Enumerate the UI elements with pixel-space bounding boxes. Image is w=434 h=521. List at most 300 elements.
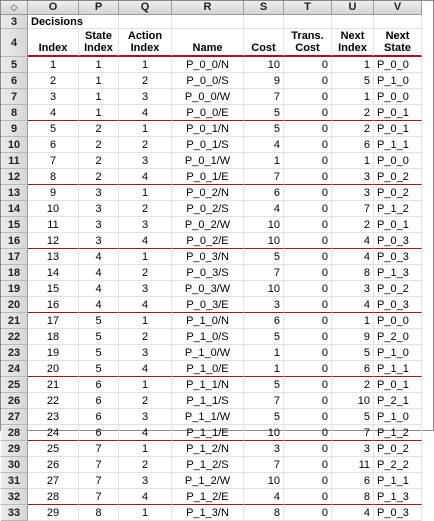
row-header[interactable]: 24 <box>1 361 28 377</box>
cell-next-index[interactable]: 9 <box>332 329 374 345</box>
header-state-index[interactable]: State Index <box>79 29 119 57</box>
row-header[interactable]: 33 <box>1 505 28 521</box>
cell-state-index[interactable]: 7 <box>79 489 119 505</box>
table-row <box>1 249 422 265</box>
cell-trans-cost[interactable]: 0 <box>284 489 332 505</box>
table-row <box>1 377 422 393</box>
cell-index[interactable]: 14 <box>28 265 79 281</box>
cell-trans-cost[interactable]: 0 <box>284 265 332 281</box>
cell-index[interactable]: 12 <box>28 233 79 249</box>
cell-action-index[interactable]: 1 <box>119 185 172 201</box>
cell-action-index[interactable]: 4 <box>119 425 172 441</box>
column-header-p[interactable]: P <box>79 1 119 15</box>
cell-next-index[interactable]: 5 <box>332 345 374 361</box>
cell-name[interactable]: P_1_3/N <box>172 505 244 521</box>
cell-index[interactable]: 19 <box>28 345 79 361</box>
decisions-title[interactable]: Decisions <box>28 15 79 29</box>
cell-action-index[interactable]: 1 <box>119 57 172 73</box>
cell-next-state[interactable]: P_2_0 <box>374 329 422 345</box>
cell-cost[interactable]: 1 <box>244 361 284 377</box>
header-index[interactable]: Index <box>28 29 79 57</box>
cell-next-state[interactable]: P_0_0 <box>374 57 422 73</box>
cell-next-state[interactable]: P_0_3 <box>374 505 422 521</box>
cell-state-index[interactable]: 2 <box>79 121 119 137</box>
cell-next-index[interactable]: 8 <box>332 489 374 505</box>
row-header[interactable]: 11 <box>1 153 28 169</box>
cell-index[interactable]: 20 <box>28 361 79 377</box>
cell-cost[interactable]: 10 <box>244 217 284 233</box>
cell-index[interactable]: 6 <box>28 137 79 153</box>
row-header[interactable]: 17 <box>1 249 28 265</box>
cell[interactable] <box>119 15 172 29</box>
row-header[interactable]: 27 <box>1 409 28 425</box>
cell-next-state[interactable]: P_1_1 <box>374 473 422 489</box>
cell-state-index[interactable]: 6 <box>79 377 119 393</box>
cell-trans-cost[interactable]: 0 <box>284 137 332 153</box>
cell-next-state[interactable]: P_0_0 <box>374 89 422 105</box>
cell-cost[interactable]: 10 <box>244 425 284 441</box>
cell-cost[interactable]: 1 <box>244 153 284 169</box>
row-header[interactable]: 21 <box>1 313 28 329</box>
cell-next-index[interactable]: 2 <box>332 217 374 233</box>
cell-next-state[interactable]: P_0_1 <box>374 217 422 233</box>
column-header-o[interactable]: O <box>28 1 79 15</box>
cell-next-index[interactable]: 3 <box>332 441 374 457</box>
cell-trans-cost[interactable]: 0 <box>284 281 332 297</box>
cell-index[interactable]: 27 <box>28 473 79 489</box>
cell-next-index[interactable]: 1 <box>332 153 374 169</box>
cell-next-state[interactable]: P_0_2 <box>374 281 422 297</box>
table-row <box>1 425 422 441</box>
cell-cost[interactable]: 7 <box>244 457 284 473</box>
cell-name[interactable]: P_1_2/N <box>172 441 244 457</box>
cell-index[interactable]: 9 <box>28 185 79 201</box>
cell-action-index[interactable]: 2 <box>119 137 172 153</box>
row-header[interactable]: 26 <box>1 393 28 409</box>
cell-trans-cost[interactable]: 0 <box>284 393 332 409</box>
cell-next-state[interactable]: P_0_0 <box>374 153 422 169</box>
cell-next-state[interactable]: P_1_2 <box>374 425 422 441</box>
row-header[interactable]: 22 <box>1 329 28 345</box>
cell-name[interactable]: P_1_0/N <box>172 313 244 329</box>
row-header[interactable]: 13 <box>1 185 28 201</box>
cell-trans-cost[interactable]: 0 <box>284 217 332 233</box>
cell-next-index[interactable]: 3 <box>332 169 374 185</box>
cell-next-index[interactable]: 2 <box>332 105 374 121</box>
cell-next-index[interactable]: 4 <box>332 297 374 313</box>
cell-next-state[interactable]: P_1_1 <box>374 361 422 377</box>
cell-action-index[interactable]: 3 <box>119 281 172 297</box>
row-header[interactable]: 10 <box>1 137 28 153</box>
cell-action-index[interactable]: 2 <box>119 329 172 345</box>
cell-state-index[interactable]: 4 <box>79 265 119 281</box>
cell-trans-cost[interactable]: 0 <box>284 105 332 121</box>
cell-trans-cost[interactable]: 0 <box>284 377 332 393</box>
cell-cost[interactable]: 4 <box>244 201 284 217</box>
row-header[interactable]: 19 <box>1 281 28 297</box>
cell-trans-cost[interactable]: 0 <box>284 57 332 73</box>
row-header[interactable]: 15 <box>1 217 28 233</box>
cell-next-index[interactable]: 6 <box>332 137 374 153</box>
row-header[interactable]: 31 <box>1 473 28 489</box>
cell-trans-cost[interactable]: 0 <box>284 73 332 89</box>
cell-cost[interactable]: 6 <box>244 185 284 201</box>
cell[interactable] <box>244 15 284 29</box>
row-header[interactable]: 29 <box>1 441 28 457</box>
cell-cost[interactable]: 6 <box>244 313 284 329</box>
column-header-v[interactable]: V <box>374 1 422 15</box>
cell-name[interactable]: P_1_0/W <box>172 345 244 361</box>
cell-cost[interactable]: 10 <box>244 473 284 489</box>
cell-name[interactable]: P_0_2/N <box>172 185 244 201</box>
cell-action-index[interactable]: 3 <box>119 89 172 105</box>
cell-name[interactable]: P_1_1/S <box>172 393 244 409</box>
cell-action-index[interactable]: 1 <box>119 313 172 329</box>
cell-next-state[interactable]: P_0_1 <box>374 121 422 137</box>
cell-cost[interactable]: 5 <box>244 409 284 425</box>
cell-next-index[interactable]: 1 <box>332 313 374 329</box>
cell-state-index[interactable]: 7 <box>79 457 119 473</box>
cell-action-index[interactable]: 4 <box>119 361 172 377</box>
cell-state-index[interactable]: 5 <box>79 329 119 345</box>
cell-next-state[interactable]: P_0_2 <box>374 169 422 185</box>
column-header-u[interactable]: U <box>332 1 374 15</box>
title-row <box>1 15 422 29</box>
header-trans-cost[interactable]: Trans. Cost <box>284 29 332 57</box>
row-header[interactable]: 8 <box>1 105 28 121</box>
cell-cost[interactable]: 10 <box>244 233 284 249</box>
cell-index[interactable]: 1 <box>28 57 79 73</box>
cell-state-index[interactable]: 6 <box>79 409 119 425</box>
cell-index[interactable]: 26 <box>28 457 79 473</box>
cell-next-state[interactable]: P_0_1 <box>374 105 422 121</box>
table-row <box>1 265 422 281</box>
cell-cost[interactable]: 5 <box>244 105 284 121</box>
cell-state-index[interactable]: 7 <box>79 441 119 457</box>
cell-cost[interactable]: 7 <box>244 265 284 281</box>
cell-state-index[interactable]: 4 <box>79 281 119 297</box>
cell-index[interactable]: 25 <box>28 441 79 457</box>
cell-next-state[interactable]: P_1_0 <box>374 73 422 89</box>
cell-trans-cost[interactable]: 0 <box>284 425 332 441</box>
cell-name[interactable]: P_0_2/S <box>172 201 244 217</box>
cell-action-index[interactable]: 2 <box>119 457 172 473</box>
cell-trans-cost[interactable]: 0 <box>284 185 332 201</box>
row-header[interactable]: 20 <box>1 297 28 313</box>
cell-name[interactable]: P_0_3/W <box>172 281 244 297</box>
cell-trans-cost[interactable]: 0 <box>284 153 332 169</box>
cell-trans-cost[interactable]: 0 <box>284 409 332 425</box>
cell-action-index[interactable]: 1 <box>119 249 172 265</box>
cell-index[interactable]: 13 <box>28 249 79 265</box>
cell-state-index[interactable]: 5 <box>79 345 119 361</box>
cell-next-index[interactable]: 7 <box>332 425 374 441</box>
cell-trans-cost[interactable]: 0 <box>284 297 332 313</box>
cell-next-index[interactable]: 2 <box>332 121 374 137</box>
cell-state-index[interactable]: 1 <box>79 105 119 121</box>
cell-action-index[interactable]: 2 <box>119 201 172 217</box>
cell-cost[interactable]: 5 <box>244 329 284 345</box>
cell-next-state[interactable]: P_0_2 <box>374 441 422 457</box>
cell-index[interactable]: 3 <box>28 89 79 105</box>
header-next-state[interactable]: Next State <box>374 29 422 57</box>
row-header[interactable]: 12 <box>1 169 28 185</box>
cell-trans-cost[interactable]: 0 <box>284 505 332 521</box>
cell-state-index[interactable]: 3 <box>79 233 119 249</box>
cell-trans-cost[interactable]: 0 <box>284 329 332 345</box>
table-row <box>1 201 422 217</box>
cell-state-index[interactable]: 1 <box>79 57 119 73</box>
cell-next-index[interactable]: 10 <box>332 393 374 409</box>
header-next-index[interactable]: Next Index <box>332 29 374 57</box>
cell-state-index[interactable]: 5 <box>79 313 119 329</box>
select-all-corner[interactable]: ◇ <box>1 1 28 15</box>
cell-cost[interactable]: 3 <box>244 297 284 313</box>
cell-trans-cost[interactable]: 0 <box>284 249 332 265</box>
cell-action-index[interactable]: 3 <box>119 217 172 233</box>
cell-next-state[interactable]: P_1_2 <box>374 201 422 217</box>
cell-next-index[interactable]: 4 <box>332 249 374 265</box>
cell-trans-cost[interactable]: 0 <box>284 473 332 489</box>
cell-next-state[interactable]: P_1_0 <box>374 409 422 425</box>
cell-state-index[interactable]: 1 <box>79 89 119 105</box>
cell-action-index[interactable]: 4 <box>119 169 172 185</box>
cell[interactable] <box>332 15 374 29</box>
cell-cost[interactable]: 4 <box>244 137 284 153</box>
cell-cost[interactable]: 9 <box>244 73 284 89</box>
cell-cost[interactable]: 5 <box>244 377 284 393</box>
cell-index[interactable]: 2 <box>28 73 79 89</box>
cell-action-index[interactable]: 1 <box>119 441 172 457</box>
cell-next-index[interactable]: 11 <box>332 457 374 473</box>
cell-action-index[interactable]: 4 <box>119 105 172 121</box>
column-header-q[interactable]: Q <box>119 1 172 15</box>
cell-action-index[interactable]: 1 <box>119 121 172 137</box>
cell-name[interactable]: P_0_0/W <box>172 89 244 105</box>
cell-cost[interactable]: 3 <box>244 441 284 457</box>
cell-name[interactable]: P_1_2/E <box>172 489 244 505</box>
cell-cost[interactable]: 10 <box>244 57 284 73</box>
cell[interactable] <box>284 15 332 29</box>
cell-trans-cost[interactable]: 0 <box>284 345 332 361</box>
cell-name[interactable]: P_0_0/E <box>172 105 244 121</box>
cell-cost[interactable]: 5 <box>244 249 284 265</box>
cell-action-index[interactable]: 3 <box>119 409 172 425</box>
cell-state-index[interactable]: 4 <box>79 297 119 313</box>
cell-action-index[interactable]: 3 <box>119 153 172 169</box>
row-header[interactable]: 6 <box>1 73 28 89</box>
cell-index[interactable]: 22 <box>28 393 79 409</box>
cell-name[interactable]: P_0_3/E <box>172 297 244 313</box>
cell-next-index[interactable]: 1 <box>332 57 374 73</box>
cell-next-index[interactable]: 5 <box>332 73 374 89</box>
cell-cost[interactable]: 5 <box>244 121 284 137</box>
cell-index[interactable]: 17 <box>28 313 79 329</box>
cell-state-index[interactable]: 3 <box>79 217 119 233</box>
cell-name[interactable]: P_1_2/S <box>172 457 244 473</box>
cell-next-state[interactable]: P_0_1 <box>374 377 422 393</box>
cell-action-index[interactable]: 4 <box>119 297 172 313</box>
cell-state-index[interactable]: 3 <box>79 185 119 201</box>
cell-next-state[interactable]: P_1_0 <box>374 345 422 361</box>
cell[interactable] <box>79 15 119 29</box>
cell-name[interactable]: P_0_0/S <box>172 73 244 89</box>
cell-index[interactable]: 11 <box>28 217 79 233</box>
cell-cost[interactable]: 7 <box>244 169 284 185</box>
cell-action-index[interactable]: 2 <box>119 265 172 281</box>
cell-state-index[interactable]: 8 <box>79 505 119 521</box>
cell-trans-cost[interactable]: 0 <box>284 201 332 217</box>
cell-next-state[interactable]: P_0_3 <box>374 249 422 265</box>
cell-name[interactable]: P_0_1/N <box>172 121 244 137</box>
table-row <box>1 313 422 329</box>
cell-state-index[interactable]: 2 <box>79 137 119 153</box>
cell-state-index[interactable]: 2 <box>79 153 119 169</box>
cell-next-state[interactable]: P_1_1 <box>374 137 422 153</box>
cell-next-index[interactable]: 4 <box>332 233 374 249</box>
cell-state-index[interactable]: 7 <box>79 473 119 489</box>
row-header[interactable]: 3 <box>1 15 28 29</box>
cell-cost[interactable]: 7 <box>244 89 284 105</box>
cell-action-index[interactable]: 2 <box>119 73 172 89</box>
cell-action-index[interactable]: 4 <box>119 233 172 249</box>
cell-action-index[interactable]: 2 <box>119 393 172 409</box>
cell-action-index[interactable]: 1 <box>119 505 172 521</box>
table-row <box>1 345 422 361</box>
cell-next-state[interactable]: P_1_3 <box>374 489 422 505</box>
header-name[interactable]: Name <box>172 29 244 57</box>
cell-next-index[interactable]: 1 <box>332 89 374 105</box>
column-header-s[interactable]: S <box>244 1 284 15</box>
cell-action-index[interactable]: 1 <box>119 377 172 393</box>
cell-index[interactable]: 8 <box>28 169 79 185</box>
table-row <box>1 233 422 249</box>
cell-name[interactable]: P_1_0/S <box>172 329 244 345</box>
cell-cost[interactable]: 8 <box>244 505 284 521</box>
table-row <box>1 137 422 153</box>
cell-next-index[interactable]: 2 <box>332 377 374 393</box>
cell-index[interactable]: 24 <box>28 425 79 441</box>
cell-name[interactable]: P_0_3/N <box>172 249 244 265</box>
row-header[interactable]: 9 <box>1 121 28 137</box>
cell-name[interactable]: P_0_1/W <box>172 153 244 169</box>
cell-next-index[interactable]: 3 <box>332 185 374 201</box>
row-header[interactable]: 7 <box>1 89 28 105</box>
table-row <box>1 153 422 169</box>
cell-next-index[interactable]: 6 <box>332 361 374 377</box>
row-header[interactable]: 5 <box>1 57 28 73</box>
cell-index[interactable]: 18 <box>28 329 79 345</box>
cell-index[interactable]: 21 <box>28 377 79 393</box>
row-header[interactable]: 25 <box>1 377 28 393</box>
row-header[interactable]: 18 <box>1 265 28 281</box>
cell-cost[interactable]: 4 <box>244 489 284 505</box>
cell-index[interactable]: 15 <box>28 281 79 297</box>
cell-state-index[interactable]: 2 <box>79 169 119 185</box>
row-header[interactable]: 16 <box>1 233 28 249</box>
cell-next-index[interactable]: 3 <box>332 281 374 297</box>
cell-trans-cost[interactable]: 0 <box>284 169 332 185</box>
cell[interactable] <box>172 15 244 29</box>
row-header[interactable]: 23 <box>1 345 28 361</box>
cell-next-state[interactable]: P_0_3 <box>374 297 422 313</box>
cell-name[interactable]: P_0_2/E <box>172 233 244 249</box>
column-header-t[interactable]: T <box>284 1 332 15</box>
cell-next-state[interactable]: P_0_2 <box>374 185 422 201</box>
cell-next-state[interactable]: P_1_3 <box>374 265 422 281</box>
cell-cost[interactable]: 10 <box>244 281 284 297</box>
cell-next-state[interactable]: P_2_2 <box>374 457 422 473</box>
cell-state-index[interactable]: 3 <box>79 201 119 217</box>
cell[interactable] <box>374 15 422 29</box>
header-cost[interactable]: Cost <box>244 29 284 57</box>
cell-state-index[interactable]: 6 <box>79 425 119 441</box>
cell-name[interactable]: P_0_0/N <box>172 57 244 73</box>
row-header[interactable]: 28 <box>1 425 28 441</box>
cell-trans-cost[interactable]: 0 <box>284 457 332 473</box>
cell-trans-cost[interactable]: 0 <box>284 121 332 137</box>
cell-state-index[interactable]: 4 <box>79 249 119 265</box>
cell-next-state[interactable]: P_2_1 <box>374 393 422 409</box>
row-header[interactable]: 4 <box>1 29 28 57</box>
cell-next-index[interactable]: 4 <box>332 505 374 521</box>
cell-state-index[interactable]: 6 <box>79 393 119 409</box>
cell-state-index[interactable]: 1 <box>79 73 119 89</box>
cell-next-index[interactable]: 5 <box>332 409 374 425</box>
cell-name[interactable]: P_1_2/W <box>172 473 244 489</box>
cell-index[interactable]: 28 <box>28 489 79 505</box>
cell-name[interactable]: P_1_1/N <box>172 377 244 393</box>
cell-name[interactable]: P_0_2/W <box>172 217 244 233</box>
cell-trans-cost[interactable]: 0 <box>284 361 332 377</box>
cell-cost[interactable]: 1 <box>244 345 284 361</box>
cell-name[interactable]: P_0_1/S <box>172 137 244 153</box>
row-header[interactable]: 14 <box>1 201 28 217</box>
cell-trans-cost[interactable]: 0 <box>284 89 332 105</box>
cell-trans-cost[interactable]: 0 <box>284 441 332 457</box>
cell-index[interactable]: 7 <box>28 153 79 169</box>
cell-next-index[interactable]: 8 <box>332 265 374 281</box>
row-header[interactable]: 32 <box>1 489 28 505</box>
header-action-index[interactable]: Action Index <box>119 29 172 57</box>
cell-index[interactable]: 23 <box>28 409 79 425</box>
cell-next-index[interactable]: 7 <box>332 201 374 217</box>
column-header-r[interactable]: R <box>172 1 244 15</box>
cell-action-index[interactable]: 3 <box>119 345 172 361</box>
cell-name[interactable]: P_1_1/E <box>172 425 244 441</box>
cell-name[interactable]: P_0_3/S <box>172 265 244 281</box>
cell-next-index[interactable]: 6 <box>332 473 374 489</box>
cell-name[interactable]: P_1_1/W <box>172 409 244 425</box>
row-header[interactable]: 30 <box>1 457 28 473</box>
cell-action-index[interactable]: 4 <box>119 489 172 505</box>
cell-name[interactable]: P_0_1/E <box>172 169 244 185</box>
cell-state-index[interactable]: 5 <box>79 361 119 377</box>
cell-action-index[interactable]: 3 <box>119 473 172 489</box>
table-row <box>1 473 422 489</box>
cell-next-state[interactable]: P_0_3 <box>374 233 422 249</box>
cell-trans-cost[interactable]: 0 <box>284 313 332 329</box>
cell-index[interactable]: 16 <box>28 297 79 313</box>
cell-trans-cost[interactable]: 0 <box>284 233 332 249</box>
cell-cost[interactable]: 7 <box>244 393 284 409</box>
cell-index[interactable]: 4 <box>28 105 79 121</box>
cell-name[interactable]: P_1_0/E <box>172 361 244 377</box>
cell-index[interactable]: 29 <box>28 505 79 521</box>
cell-index[interactable]: 10 <box>28 201 79 217</box>
cell-next-state[interactable]: P_0_0 <box>374 313 422 329</box>
cell-index[interactable]: 5 <box>28 121 79 137</box>
